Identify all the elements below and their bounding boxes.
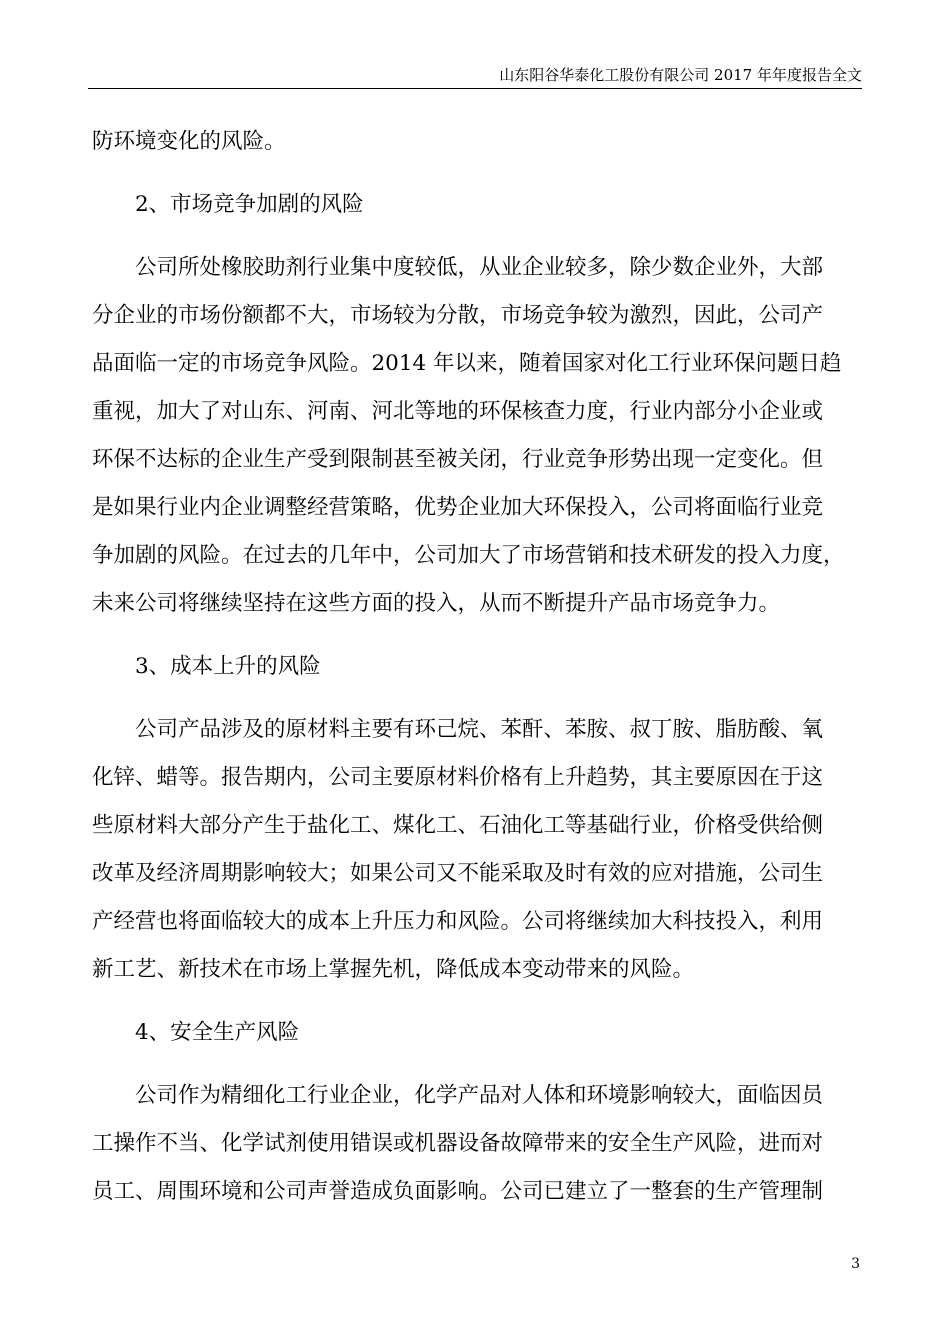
paragraph-gap xyxy=(92,994,859,1009)
text-line: 公司产品涉及的原材料主要有环己烷、苯酐、苯胺、叔丁胺、脂肪酸、氧 xyxy=(135,717,824,742)
text-line: 新工艺、新技术在市场上掌握先机，降低成本变动带来的风险。 xyxy=(92,957,695,982)
text-line: 3、成本上升的风险 xyxy=(135,654,321,679)
section-heading xyxy=(92,181,859,229)
paragraph-gap xyxy=(92,628,859,643)
text-line: 是如果行业内企业调整经营策略，优势企业加大环保投入，公司将面临行业竞 xyxy=(92,495,824,520)
section-heading xyxy=(92,643,859,691)
page-number: 3 xyxy=(851,1256,860,1272)
paragraph xyxy=(92,706,859,994)
text-line: 分企业的市场份额都不大，市场较为分散，市场竞争较为激烈，因此，公司产 xyxy=(92,303,824,328)
header-divider xyxy=(88,88,862,89)
text-line: 些原材料大部分产生于盐化工、煤化工、石油化工等基础行业，价格受供给侧 xyxy=(92,813,824,838)
paragraph-gap xyxy=(92,229,859,244)
paragraph-gap xyxy=(92,691,859,706)
text-line: 公司作为精细化工行业企业，化学产品对人体和环境影响较大，面临因员 xyxy=(135,1083,824,1108)
text-line: 化锌、蜡等。报告期内，公司主要原材料价格有上升趋势，其主要原因在于这 xyxy=(92,765,824,790)
paragraph-gap xyxy=(92,1057,859,1072)
text-line: 工操作不当、化学试剂使用错误或机器设备故障带来的安全生产风险，进而对 xyxy=(92,1131,824,1156)
paragraph-gap xyxy=(92,166,859,181)
section-heading xyxy=(92,1009,859,1057)
text-line: 员工、周围环境和公司声誉造成负面影响。公司已建立了一整套的生产管理制 xyxy=(92,1179,824,1204)
paragraph xyxy=(92,118,859,166)
text-line: 环保不达标的企业生产受到限制甚至被关闭，行业竞争形势出现一定变化。但 xyxy=(92,447,824,472)
text-line: 争加剧的风险。在过去的几年中，公司加大了市场营销和技术研发的投入力度， xyxy=(92,543,845,568)
text-line: 防环境变化的风险。 xyxy=(92,129,286,154)
paragraph xyxy=(92,244,859,628)
text-line: 品面临一定的市场竞争风险。2014 年以来，随着国家对化工行业环保问题日趋 xyxy=(92,351,842,376)
text-line: 产经营也将面临较大的成本上升压力和风险。公司将继续加大科技投入，利用 xyxy=(92,909,824,934)
document-body xyxy=(92,118,859,1216)
paragraph xyxy=(92,1072,859,1216)
text-line: 重视，加大了对山东、河南、河北等地的环保核查力度，行业内部分小企业或 xyxy=(92,399,824,424)
text-line: 4、安全生产风险 xyxy=(135,1020,300,1045)
text-line: 公司所处橡胶助剂行业集中度较低，从业企业较多，除少数企业外，大部 xyxy=(135,255,824,280)
text-line: 2、市场竞争加剧的风险 xyxy=(135,192,364,217)
text-line: 改革及经济周期影响较大；如果公司又不能采取及时有效的应对措施，公司生 xyxy=(92,861,824,886)
text-line: 未来公司将继续坚持在这些方面的投入，从而不断提升产品市场竞争力。 xyxy=(92,591,781,616)
page-header-title: 山东阳谷华泰化工股份有限公司 2017 年年度报告全文 xyxy=(499,66,862,84)
